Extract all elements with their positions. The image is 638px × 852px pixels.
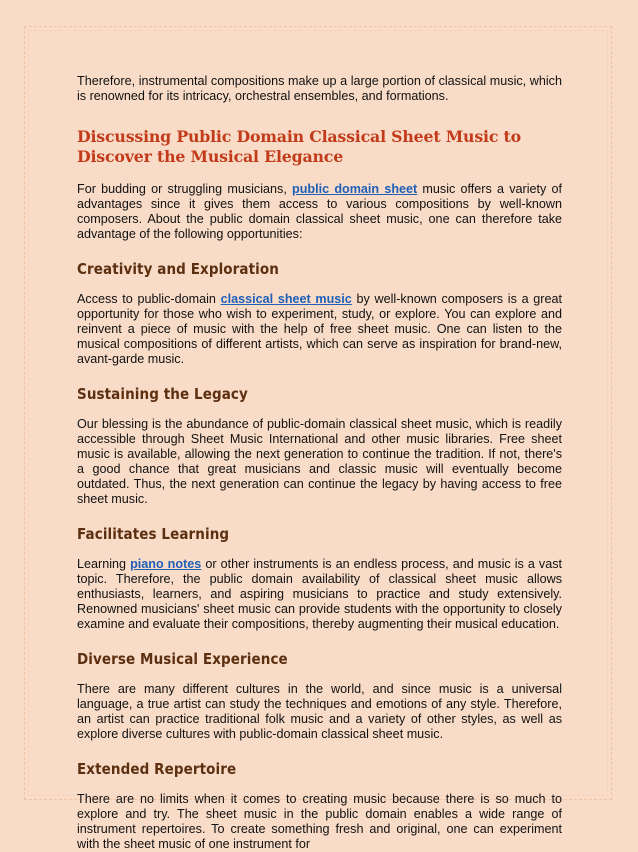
main-paragraph	[77, 182, 562, 242]
classical-sheet-music-link[interactable]: classical sheet music	[220, 292, 352, 306]
paragraph-creativity-exploration	[77, 292, 562, 367]
heading-sustaining-legacy: Sustaining the Legacy	[77, 385, 248, 403]
paragraph-text-start: Learning	[77, 557, 131, 571]
heading-extended-repertoire: Extended Repertoire	[77, 760, 237, 778]
main-paragraph-text-end: music offers a variety of advantages since it gives them access to various compositions by well-known composers. About the public domain classical sheet music, one can therefore take advantage of the following opportunities:	[77, 182, 563, 241]
heading-creativity-exploration: Creativity and Exploration	[77, 260, 279, 278]
main-paragraph-text-start: For budding or struggling musicians,	[77, 182, 293, 196]
paragraph-text-start: Access to public-domain	[77, 292, 221, 306]
main-heading: Discussing Public Domain Classical Sheet Music to Discover the Musical Elegance	[77, 127, 521, 166]
paragraph-diverse-musical-experience: There are many different cultures in the world, and since music is a universal language, a true artist can study the techniques and emotions of any style. Therefore, an artist can practice traditional folk music and a variety of other styles, as well as explore diverse cultures with public-domain classical sheet music.	[77, 682, 562, 741]
paragraph-sustaining-legacy: Our blessing is the abundance of public-domain classical sheet music, which is readily accessible through Sheet Music International and other music libraries. Free sheet music is available, allowing the next generation to continue the tradition. If not, there's a good chance that great musicians and classic music will eventually become outdated. Thus, the next generation can continue the legacy by having access to free sheet music.	[77, 417, 562, 506]
paragraph-text-end: by well-known composers is a great opportunity for those who wish to experiment, study, or explore. You can explore and reinvent a piece of music with the help of free sheet music. One can listen to the musical compositions of different artists, which can serve as inspiration for brand-new, avant-garde music.	[77, 292, 562, 366]
heading-facilitates-learning: Facilitates Learning	[77, 525, 230, 543]
piano-notes-link[interactable]: piano notes	[130, 557, 202, 571]
intro-paragraph: Therefore, instrumental compositions make up a large portion of classical music, which is renowned for its intricacy, orchestral ensembles, and formations.	[77, 74, 562, 103]
heading-diverse-musical-experience: Diverse Musical Experience	[77, 650, 288, 668]
paragraph-extended-repertoire: There are no limits when it comes to creating music because there is so much to explore and try. The sheet music in the public domain enables a wide range of instrument repertoires. To create something fresh and original, one can experiment with the sheet music of one instrument for	[77, 792, 562, 851]
public-domain-sheet-link[interactable]: public domain sheet	[292, 182, 418, 196]
paragraph-facilitates-learning	[77, 557, 562, 632]
paragraph-text-end: or other instruments is an endless process, and music is a vast topic. Therefore, the public domain availability of classical sheet music allows enthusiasts, learners, and aspiring musicians to practice and study extensively. Renowned musicians' sheet music can provide students with the opportunity to closely examine and evaluate their compositions, thereby augmenting their musical education.	[77, 557, 562, 631]
document-body	[77, 74, 562, 852]
